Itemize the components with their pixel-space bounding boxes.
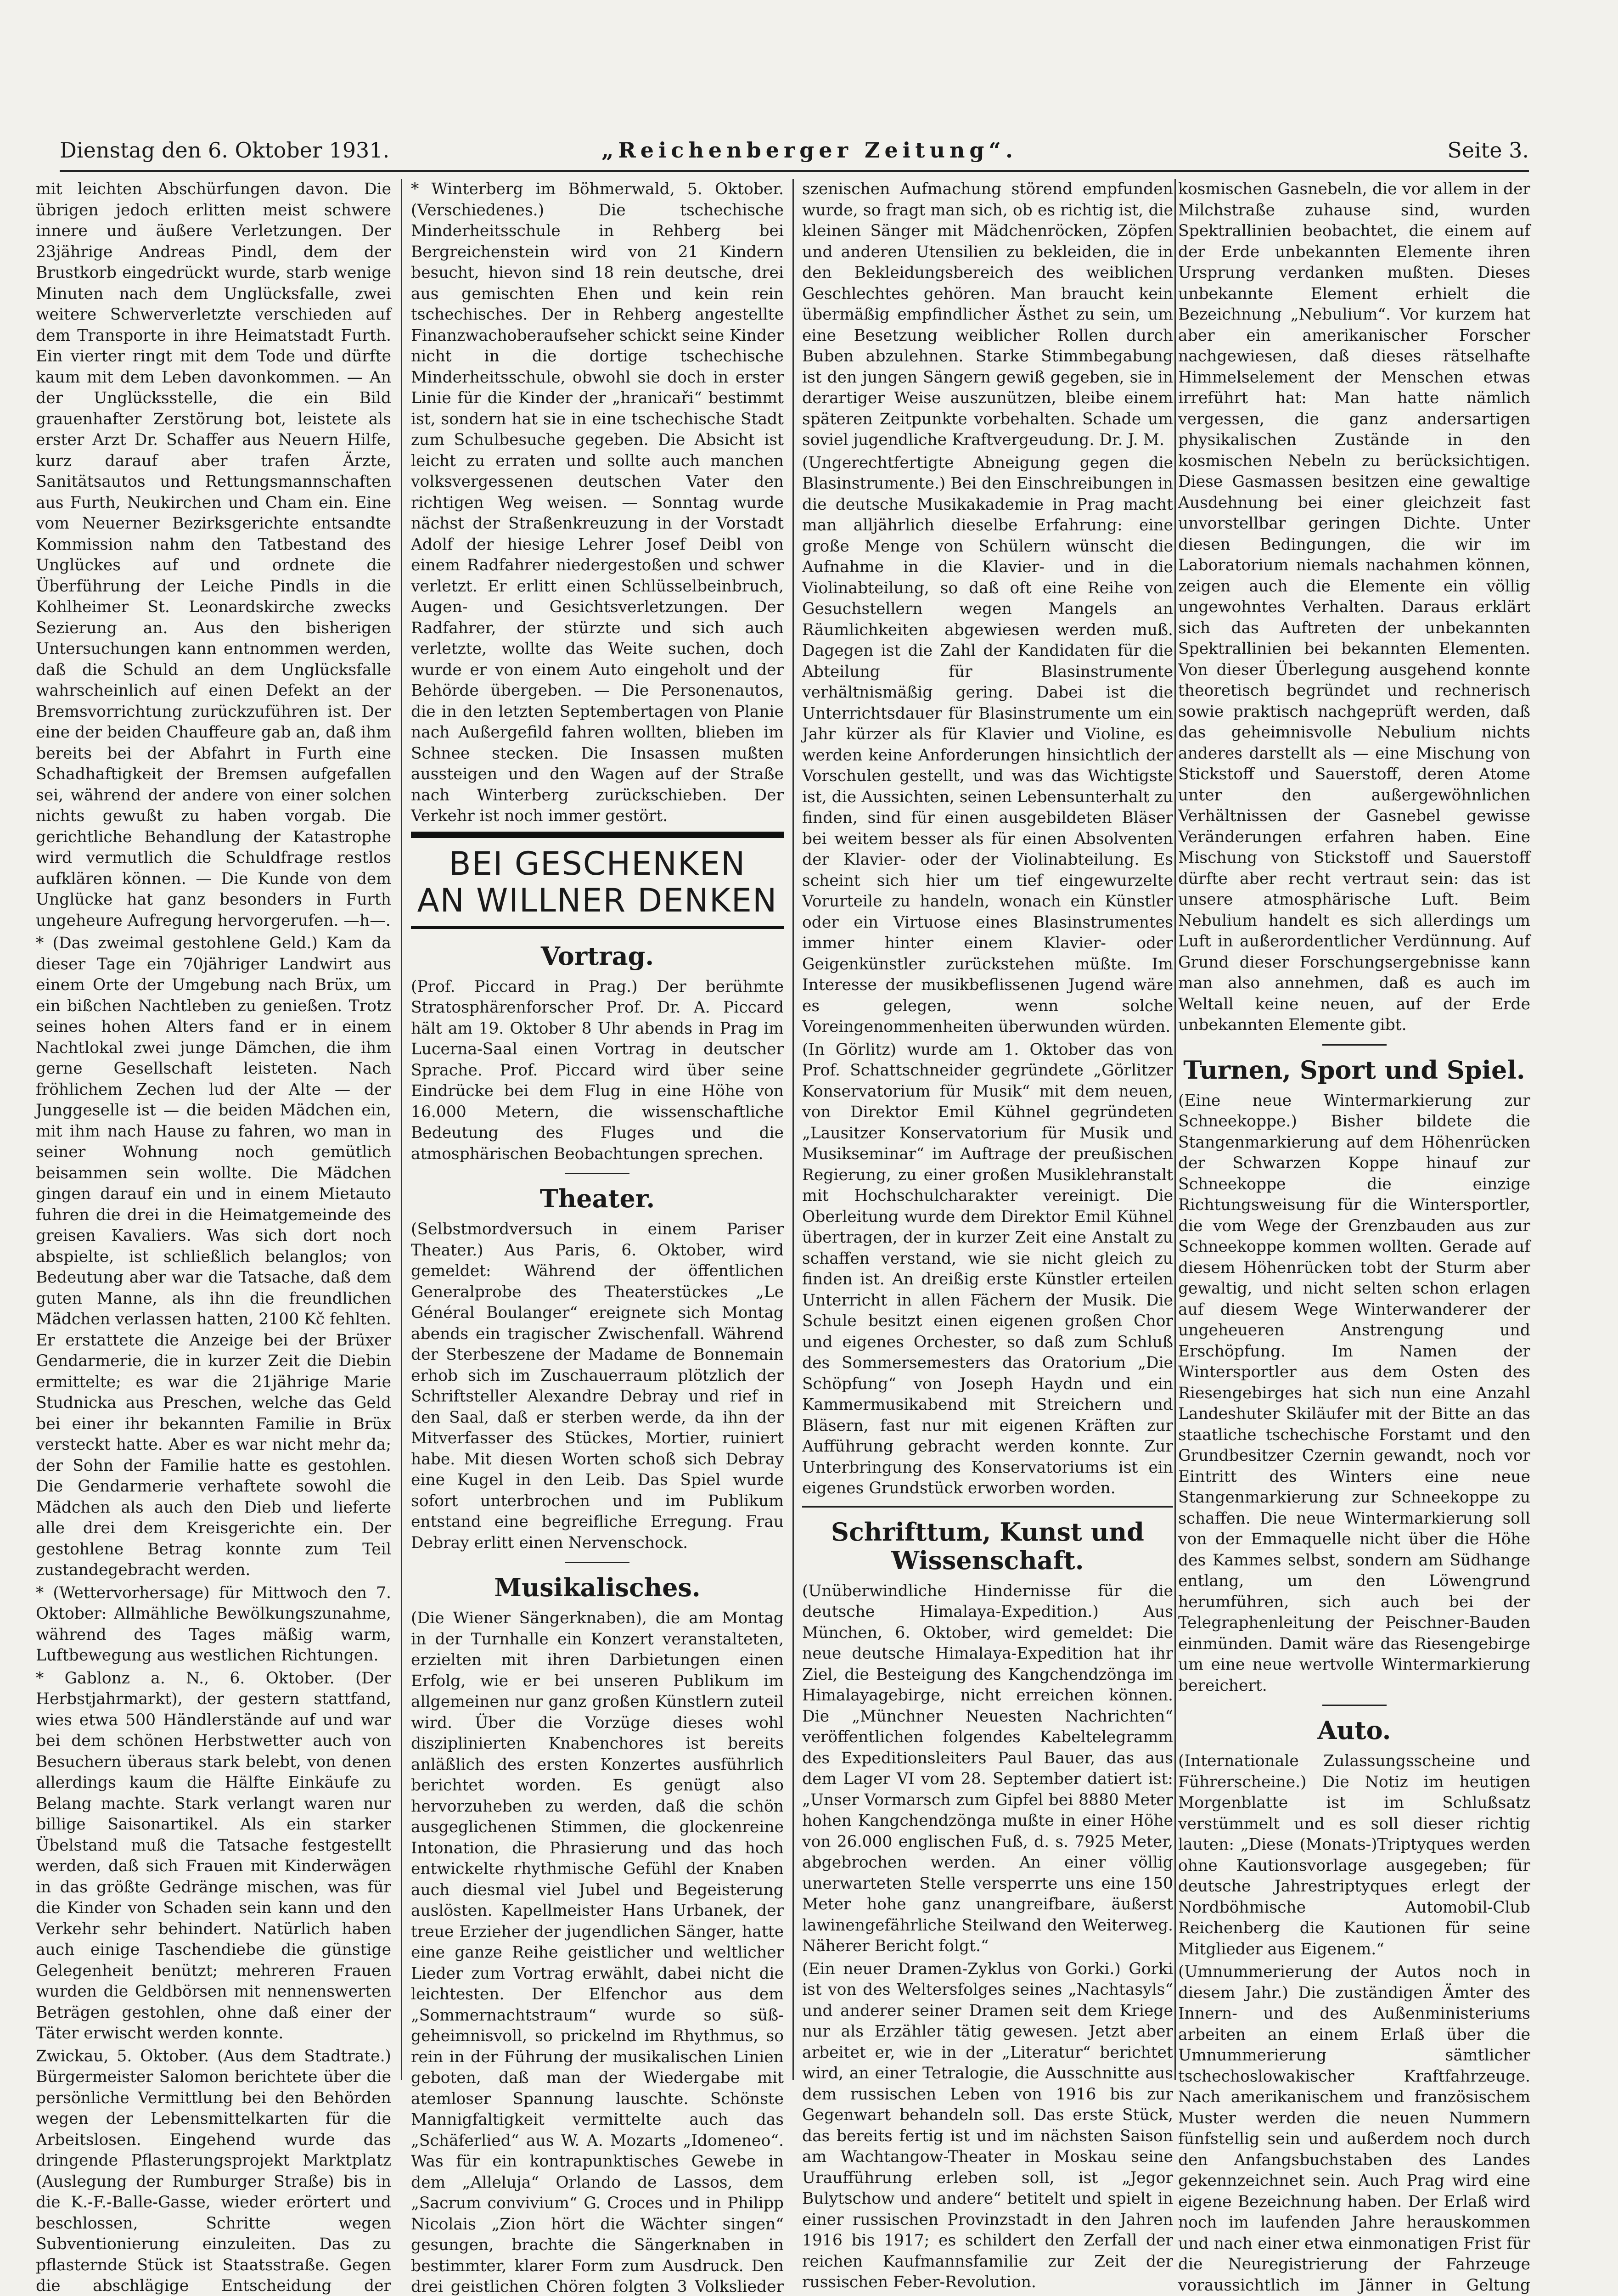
advertisement-willner xyxy=(411,832,784,929)
article-text: * (Wettervorhersage) für Mittwoch den 7. Oktober: Allmähliche Bewölkungszunahme, während des Tages mäßig warm, Luftbewegung aus westlichen Richtungen. xyxy=(36,1583,391,1666)
section-heading: Auto. xyxy=(1178,1716,1530,1745)
article-text: (Ein neuer Dramen-Zyklus von Gorki.) Gorki ist von des Weltersfolges seines „Nachtasyls“ und anderer seiner Dramen seit dem Kriege nur als Erzähler tätig gewesen. Jetzt aber arbeitet er, wie in der „Literatur“ berichtet wird, an einer Tetralogie, die Ausschnitte aus dem russischen Leben von 1916 bis zur Gegenwart behandeln soll. Das erste Stück, das bereits fertig ist und im nächsten Saison am Wachtangow-Theater in Moskau seine Uraufführung erleben soll, ist „Jegor Bulytschow und andere“ betitelt und spielt in einer russischen Provinzstadt in den Jahren 1916 bis 1917; es schildert den Zerfall der reichen Kaufmannsfamilie zur Zeit der russischen Feber-Revolution. xyxy=(802,1959,1173,2293)
issue-date: Dienstag den 6. Oktober 1931. xyxy=(60,138,389,163)
article-text: (Ungerechtfertigte Abneigung gegen die Blasinstrumente.) Bei den Einschreibungen in die deutsche Musikakademie in Prag macht man alljährlich dieselbe Erfahrung: eine große Menge von Schülern wünscht die Aufnahme in die Klavier- und in die Violinabteilung, so daß oft eine Reihe von Gesuchstellern wegen Mangels an Räumlichkeiten abgewiesen werden muß. Dagegen ist die Zahl der Kandidaten für die Abteilung für Blasinstrumente verhältnismäßig gering. Dabei ist die Unterrichtsdauer für Blasinstrumente um ein Jahr kürzer als für Klavier und Violine, es werden keine Anforderungen hinsichtlich der Vorschulen gestellt, und was das Wichtigste ist, die Aussichten, seinen Lebensunterhalt zu finden, sind für einen ausgebildeten Bläser bei weitem besser als für einen Absolventen der Klavier- oder der Violinabteilung. Es scheint sich hier um tief eingewurzelte Vorurteile zu handeln, wonach ein Künstler oder ein Virtuose eines Blasinstrumentes immer hinter einem Klavier- oder Geigenkünstler zurückstehen müßte. Im Interesse der musikbeflissenen Jugend wäre es gelegen, wenn solche Voreingenommenheiten überwunden würden. xyxy=(802,453,1173,1038)
article-text: (Prof. Piccard in Prag.) Der berühmte Stratosphärenforscher Prof. Dr. A. Piccard hält am 19. Oktober 8 Uhr abends in Prag im Lucerna-Saal einen Vortrag in deutscher Sprache. Prof. Piccard wird über seine Eindrücke bei dem Flug in eine Höhe von 16.000 Metern, die wissenschaftliche Bedeutung des Fluges und die atmosphärischen Beobachtungen sprechen. xyxy=(411,977,784,1165)
page-number: Seite 3. xyxy=(1447,138,1529,163)
divider xyxy=(565,1173,629,1174)
column-divider xyxy=(401,179,402,2080)
column-3 xyxy=(802,179,1173,2296)
column-divider xyxy=(792,179,794,2080)
article-text: (Internationale Zulassungsscheine und Führerscheine.) Die Notiz im heutigen Morgenblatte ist im Schlußsatz verstümmelt und es soll dieser richtig lauten: „Diese (Monats-)Triptyques werden ohne Kautionsvorlage ausgegeben; für deutsche Jahrestriptyques erlegt der Nordböhmische Automobil-Club Reichenberg die Kautionen für seine Mitglieder aus Eigenem.“ xyxy=(1178,1751,1530,1960)
article-text: Zwickau, 5. Oktober. (Aus dem Stadtrate.) Bürgermeister Salomon berichtete über die persönliche Vermittlung bei den Behörden wegen der Lebensmittelkarten für die Arbeitslosen. Eingehend wurde das dringende Pflasterungsprojekt Marktplatz (Auslegung der Rumburger Straße) bis in die K.-F.-Balle-Gasse, wieder erörtert und beschlossen, Schritte wegen Subventionierung einzuleiten. Das zu pflasternde Stück ist Staatsstraße. Gegen die abschlägige Entscheidung der xyxy=(36,2046,391,2296)
column-4 xyxy=(1178,179,1530,2296)
section-heading: Theater. xyxy=(411,1184,784,1213)
section-heading: Schrifttum, Kunst und Wissenschaft. xyxy=(802,1518,1173,1575)
column-1 xyxy=(36,179,391,2296)
newspaper-title: „Reichenberger Zeitung“. xyxy=(601,138,1017,163)
masthead xyxy=(60,133,1529,172)
article-text: * (Das zweimal gestohlene Geld.) Kam da dieser Tage ein 70jähriger Landwirt aus einem Orte der Umgebung nach Brüx, um ein bißchen Nachtleben zu genießen. Trotz seines hohen Alters fand er in einem Nachtlokal zwei junge Dämchen, die ihm gerne Gesellschaft leisteten. Nach fröhlichem Zechen lud der Alte — der Junggeselle ist — die beiden Mädchen ein, mit ihm nach Hause zu fahren, wo man in seiner Wohnung noch gemütlich beisammen sein wollte. Die Mädchen gingen darauf ein und in einem Mietauto fuhren die drei in die Heimatgemeinde des greisen Kavaliers. Was sich dort noch abspielte, ist schließlich belanglos; von Bedeutung aber war die Tatsache, daß dem guten Manne, als ihn die freundlichen Mädchen verlassen hatten, 2100 Kč fehlten. Er erstattete die Anzeige bei der Brüxer Gendarmerie, die in kurzer Zeit die Diebin ermittelte; es war die 21jährige Marie Studnicka aus Preschen, welche das Geld bei einer ihr bekannten Familie in Brüx versteckt hatte. Aber es war nicht mehr da; der Sohn der Familie hatte es gestohlen. Die Gendarmerie verhaftete sowohl die Mädchen als auch den Dieb und lieferte alle drei dem Kreisgerichte ein. Der gestohlene Betrag konnte zum Teil zustandegebracht werden. xyxy=(36,933,391,1581)
column-divider xyxy=(1174,179,1176,2080)
article-text: * Winterberg im Böhmerwald, 5. Oktober. (Verschiedenes.) Die tschechische Minderheitsschule in Rehberg bei Bergreichenstein wird von 21 Kindern besucht, hievon sind 18 rein deutsche, drei aus gemischten Ehen und kein rein tschechisches. Der in Rehberg angestellte Finanzwachoberaufseher schickt seine Kinder nicht in die dortige tschechische Minderheitsschule, obwohl sie doch in erster Linie für die Kinder der „hranicaři“ bestimmt ist, sondern hat sie in eine tschechische Stadt zum Schulbesuche gegeben. Die Absicht ist leicht zu erraten und sollte auch manchen volksvergessenen deutschen Vater den richtigen Weg weisen. — Sonntag wurde nächst der Straßenkreuzung in der Vorstadt Adolf der hiesige Lehrer Josef Deibl von einem Radfahrer niedergestoßen und schwer verletzt. Er erlitt einen Schlüsselbeinbruch, Augen- und Gesichtsverletzungen. Der Radfahrer, der stürzte und sich auch verletzte, wollte das Weite suchen, doch wurde er von einem Auto eingeholt und der Behörde übergeben. — Die Personenautos, die in den letzten Septembertagen von Planie nach Außergefild fahren wollten, blieben im Schnee stecken. Die Insassen mußten aussteigen und den Wagen auf der Straße nach Winterberg zurückschieben. Der Verkehr ist noch immer gestört. xyxy=(411,179,784,827)
article-text: (Umnummerierung der Autos noch in diesem Jahr.) Die zuständigen Ämter des Innern- und des Außenministeriums arbeiten an einem Erlaß über die Umnummerierung sämtlicher tschechoslowakischer Kraftfahrzeuge. Nach amerikanischem und französischem Muster werden die neuen Nummern fünfstellig sein und außerdem noch durch den Anfangsbuchstaben des Landes gekennzeichnet sein. Auch Prag wird eine eigene Bezeichnung haben. Der Erlaß wird noch im laufenden Jahre herauskommen und nach einer etwa einmonatigen Frist für die Neuregistrierung der Fahrzeuge voraussichtlich im Jänner in Geltung xyxy=(1178,1962,1530,2296)
article-text: (Unüberwindliche Hindernisse für die deutsche Himalaya-Expedition.) Aus München, 6. Oktober, wird gemeldet: Die neue deutsche Himalaya-Expedition hat ihr Ziel, die Besteigung des Kangchendzönga im Himalayagebirge, nicht erreichen können. Die „Münchner Neuesten Nachrichten“ veröffentlichen folgendes Kabeltelegramm des Expeditionsleiters Paul Bauer, das aus dem Lager VI vom 28. September datiert ist: „Unser Vormarsch zum Gipfel bei 8880 Meter hohen Kangchendzönga mußte in einer Höhe von 26.000 englischen Fuß, d. s. 7925 Meter, abgebrochen werden. An einer völlig unerwarteten Stelle versperrte uns eine 150 Meter hohe ganz unangreifbare, äußerst lawinengefährliche Steilwand den Weiterweg. Näherer Bericht folgt.“ xyxy=(802,1581,1173,1957)
section-heading: Vortrag. xyxy=(411,942,784,970)
article-text: mit leichten Abschürfungen davon. Die übrigen jedoch erlitten meist schwere innere und äußere Verletzungen. Der 23jährige Andreas Pindl, dem der Brustkorb eingedrückt wurde, starb wenige Minuten nach dem Unglücksfalle, zwei weitere Schwerverletzte verschieden auf dem Transporte in ihre Heimatstadt Furth. Ein vierter ringt mit dem Tode und dürfte kaum mit dem Leben davonkommen. — An der Unglücksstelle, die ein Bild grauenhafter Zerstörung bot, leistete als erster Arzt Dr. Schaffer aus Neuern Hilfe, kurz darauf aber trafen Ärzte, Sanitätsautos und Rettungsmannschaften aus Furth, Neukirchen und Cham ein. Eine vom Neuerner Bezirksgerichte entsandte Kommission nahm den Tatbestand des Unglückes auf und ordnete die Überführung der Leiche Pindls in die Kohlheimer St. Leonardskirche zwecks Sezierung an. Aus den bisherigen Untersuchungen kann entnommen werden, daß die Schuld an dem Unglücksfalle wahrscheinlich auf einen Defekt an der Bremsvorrichtung zurückzuführen ist. Der eine der beiden Chauffeure gab an, daß ihm bereits bei der Abfahrt in Furth eine Schadhaftigkeit der Bremsen aufgefallen sei, während der andere von einer solchen nichts gewußt zu haben vorgab. Die gerichtliche Behandlung der Katastrophe wird vermutlich die Schuldfrage restlos aufklären können. — Die Kunde von dem Unglücke hat ganz besonders in Furth ungeheure Aufregung hervorgerufen. —h—. xyxy=(36,179,391,931)
article-text: (Eine neue Wintermarkierung zur Schneekoppe.) Bisher bildete die Stangenmarkierung auf dem Höhenrücken der Schwarzen Koppe hinauf zur Schneekoppe die einzige Richtungsweisung für die Wintersportler, die vom Wege der Grenzbauden aus zur Schneekoppe kommen wollten. Gerade auf diesem Höhenrücken tobt der Sturm aber gewaltig, und nicht selten schon erlagen auf diesem Wege Winterwanderer der ungeheueren Anstrengung und Erschöpfung. Im Namen der Wintersportler aus dem Osten des Riesengebirges hat sich nun eine Anzahl Landeshuter Skiläufer mit der Bitte an das staatliche tschechische Forstamt und den Grundbesitzer Czernin gewandt, noch vor Eintritt des Winters eine neue Stangenmarkierung zur Schneekoppe zu schaffen. Die neue Wintermarkierung soll von der Emmaquelle nicht über die Höhe des Kammes selbst, sondern am Südhange entlang, um den Löwengrund herumführen, sich auch bei der Telegraphenleitung der Peischner-Bauden einmünden. Damit wäre das Riesengebirge um eine neue wertvolle Wintermarkierung bereichert. xyxy=(1178,1091,1530,1697)
section-heading: Musikalisches. xyxy=(411,1573,784,1602)
ad-line: BEI GESCHENKEN xyxy=(411,845,784,882)
article-text xyxy=(802,2295,1173,2296)
article-text: (Selbstmordversuch in einem Pariser Theater.) Aus Paris, 6. Oktober, wird gemeldet: Während der öffentlichen Generalprobe des Theaterstückes „Le Général Boulanger“ ereignete sich Montag abends ein tragischer Zwischenfall. Während der Sterbeszene der Madame de Bonnemain erhob sich im Zuschauerraum plötzlich der Schriftsteller Alexandre Debray und rief in den Saal, daß er sterben werde, da ihn der Mitverfasser des Stückes, Mortier, ruiniert habe. Mit diesen Worten schoß sich Debray eine Kugel in den Leib. Das Spiel wurde sofort unterbrochen und im Publikum entstand eine begreifliche Erregung. Frau Debray erlitt einen Nervenschock. xyxy=(411,1219,784,1553)
ad-line: AN WILLNER DENKEN xyxy=(411,882,784,919)
section-heading: Turnen, Sport und Spiel. xyxy=(1178,1056,1530,1084)
article-text: kosmischen Gasnebeln, die vor allem in der Milchstraße zuhause sind, wurden Spektrallinien beobachtet, die einem auf der Erde unbekannten Elemente ihren Ursprung verdanken mußten. Dieses unbekannte Element erhielt die Bezeichnung „Nebulium“. Vor kurzem hat aber ein amerikanischer Forscher nachgewiesen, daß dieses rätselhafte Himmelselement der Menschen etwas irreführt hat: Man hatte nämlich vergessen, die ganz andersartigen physikalischen Zustände in den kosmischen Nebeln zu berücksichtigen. Diese Gasmassen besitzen eine gewaltige Ausdehnung bei einer gleichzeit fast unvorstellbar geringen Dichte. Unter diesen Bedingungen, die wir im Laboratorium niemals nachahmen können, zeigen auch die Elemente ein völlig ungewohntes Verhalten. Daraus erklärt sich das Auftreten der unbekannten Spektrallinien bei bekannten Elementen. Von dieser Überlegung ausgehend konnte theoretisch begründet und rechnerisch sowie praktisch nachgeprüft werden, daß das geheimnisvolle Nebulium nichts anderes darstellt als — eine Mischung von Stickstoff und Sauerstoff, deren Atome unter den außergewöhnlichen Verhältnissen der Gasnebel gewisse Veränderungen erfahren haben. Eine Mischung von Stickstoff und Sauerstoff dürfte aber recht vertraut sein: das ist unsere atmosphärische Luft. Beim Nebulium handelt es sich allerdings um Luft in außerordentlicher Verdünnung. Auf Grund dieser Forschungsergebnisse kann man also annehmen, daß es auch im Weltall keine neuen, auf der Erde unbekannten Elemente gibt. xyxy=(1178,179,1530,1036)
divider xyxy=(802,1506,1173,1508)
article-text: (In Görlitz) wurde am 1. Oktober das von Prof. Schattschneider gegründete „Görlitzer Konservatorium für Musik“ mit dem neuen, von Direktor Emil Kühnel gegründeten „Lausitzer Konservatorium für Musik und Musikseminar“ im Auftrage der preußischen Regierung, zu einer großen Musiklehranstalt mit Hochschulcharakter vereinigt. Die Oberleitung wurde dem Direktor Emil Kühnel übertragen, der in kurzer Zeit eine Anstalt zu schaffen verstand, wie sie nicht gleich zu finden ist. An dreißig erste Künstler erteilen Unterricht in allen Fächern der Musik. Die Schule besitzt einen eigenen großen Chor und eigenes Orchester, so daß zum Schluß des Sommersemesters das Oratorium „Die Schöpfung“ von Joseph Haydn und ein Kammermusikabend mit Streichern und Bläsern, fast nur mit eigenen Kräften zur Aufführung gebracht werden konnte. Zur Unterbringung des Konservatoriums ist ein eigenes Grundstück erworben worden. xyxy=(802,1040,1173,1499)
divider xyxy=(565,1562,629,1563)
column-2 xyxy=(411,179,784,2296)
article-text: (Die Wiener Sängerknaben), die am Montag in der Turnhalle ein Konzert veranstalteten, erzielten mit ihren Darbietungen einen Erfolg, wie er bei unseren Publikum im allgemeinen nur ganz großen Künstlern zuteil wird. Über die Vorzüge dieses wohl disziplinierten Knabenchores ist bereits anläßlich des ersten Konzertes ausführlich berichtet worden. Es genügt also hervorzuheben zu werden, daß die schön ausgeglichenen Stimmen, die glockenreine Intonation, die Phrasierung und das hoch entwickelte rhythmische Gefühl der Knaben auch diesmal viel Jubel und Begeisterung auslösten. Kapellmeister Hans Urbanek, der treue Erzieher der jugendlichen Sänger, hatte eine ganze Reihe geistlicher und weltlicher Lieder zum Vortrag erwählt, dabei nicht die leichtesten. Der Elfenchor aus dem „Sommernachtstraum“ wurde so süß-geheimnisvoll, so prickelnd im Rhythmus, so rein in der Führung der musikalischen Linien geboten, daß man der Wiedergabe mit atemloser Spannung lauschte. Schönste Mannigfaltigkeit vermittelte auch das „Schäferlied“ aus W. A. Mozarts „Idomeneo“. Was für ein kontrapunktisches Gewebe in dem „Alleluja“ Orlando de Lassos, dem „Sacrum convivium“ G. Croces und in Philipp Nicolais „Zion hört die Wächter singen“ gesungen, brachte die Sängerknaben in bestimmter, klarer Form zum Ausdruck. Den drei geistlichen Chören folgten 3 Volkslieder xyxy=(411,1608,784,2296)
article-text: * Gablonz a. N., 6. Oktober. (Der Herbstjahrmarkt), der gestern stattfand, wies etwa 500 Händlerstände auf und war bei dem schönen Herbstwetter auch von Besuchern überaus stark belebt, von denen allerdings kaum die Hälfte Einkäufe zu Belang machte. Stark verlangt waren nur billige Saisonartikel. Als ein starker Übelstand muß die Tatsache festgestellt werden, daß sich Frauen mit Kinderwägen in das größte Gedränge mischen, was für die Kinder von Schaden sein kann und den Verkehr sehr behindert. Natürlich haben auch einige Taschendiebe die günstige Gelegenheit benützt; mehreren Frauen wurden die Geldbörsen mit nennenswerten Beträgen gestohlen, ohne daß einer der Täter erwischt werden konnte. xyxy=(36,1668,391,2044)
divider xyxy=(1322,1705,1387,1706)
divider xyxy=(1322,1044,1387,1046)
article-text: szenischen Aufmachung störend empfunden wurde, so fragt man sich, ob es richtig ist, die kleinen Sänger mit Mädchenröcken, Zöpfen und anderen Utensilien zu bekleiden, die in den Bekleidungsbereich des weiblichen Geschlechtes gehören. Man braucht kein übermäßig empfindlicher Ästhet zu sein, um eine Besetzung weiblicher Rollen durch Buben abzulehnen. Starke Stimmbegabung ist den jungen Sängern gewiß gegeben, sie in derartiger Weise auszunützen, bleibe einem späteren Zeitpunkte vorbehalten. Schade um soviel jugendliche Kraftvergeudung. Dr. J. M. xyxy=(802,179,1173,451)
